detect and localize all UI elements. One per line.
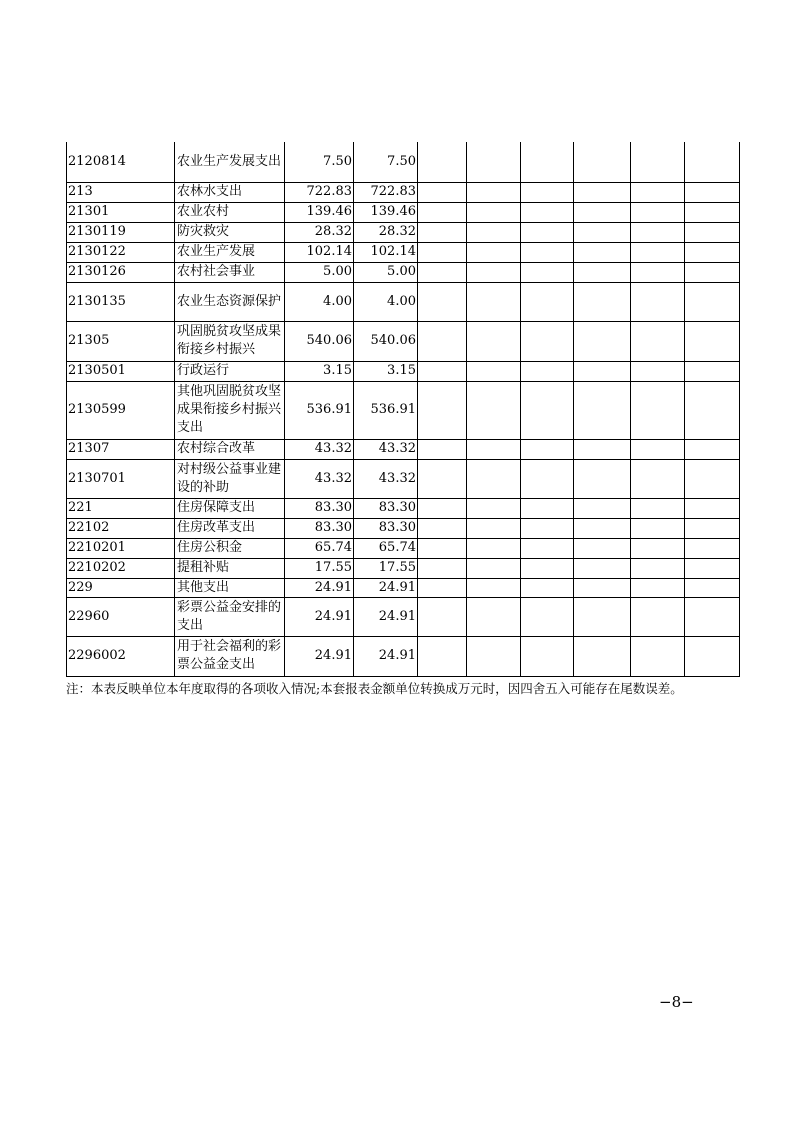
empty-cell [685, 558, 740, 578]
empty-cell [574, 578, 631, 597]
empty-cell [685, 498, 740, 518]
subtotal-cell: 43.32 [354, 439, 418, 459]
empty-cell [418, 242, 467, 262]
empty-cell [521, 439, 574, 459]
total-cell: 536.91 [285, 381, 354, 439]
table-row [67, 321, 740, 361]
empty-cell [631, 222, 685, 242]
empty-cell [574, 262, 631, 282]
empty-cell [467, 538, 521, 558]
empty-cell [467, 381, 521, 439]
empty-cell [467, 459, 521, 498]
name-cell: 提租补贴 [175, 558, 285, 578]
subtotal-cell: 28.32 [354, 222, 418, 242]
code-cell: 221 [67, 498, 175, 518]
empty-cell [574, 459, 631, 498]
subtotal-cell: 722.83 [354, 182, 418, 202]
subtotal-cell: 24.91 [354, 578, 418, 597]
total-cell: 7.50 [285, 142, 354, 182]
empty-cell [685, 597, 740, 636]
empty-cell [467, 282, 521, 321]
empty-cell [685, 538, 740, 558]
total-cell: 43.32 [285, 459, 354, 498]
empty-cell [521, 498, 574, 518]
code-cell: 2120814 [67, 142, 175, 182]
total-cell: 24.91 [285, 597, 354, 636]
empty-cell [685, 361, 740, 381]
total-cell: 5.00 [285, 262, 354, 282]
code-cell: 2130501 [67, 361, 175, 381]
subtotal-cell: 17.55 [354, 558, 418, 578]
empty-cell [521, 142, 574, 182]
empty-cell [631, 381, 685, 439]
table-row [67, 242, 740, 262]
total-cell: 17.55 [285, 558, 354, 578]
table-row [67, 578, 740, 597]
empty-cell [521, 518, 574, 538]
empty-cell [467, 558, 521, 578]
empty-cell [467, 142, 521, 182]
empty-cell [574, 597, 631, 636]
empty-cell [685, 459, 740, 498]
empty-cell [467, 262, 521, 282]
table-footnote: 注：本表反映单位本年度取得的各项收入情况;本套报表金额单位转换成万元时，因四舍五入可能存在尾数误差。 [66, 681, 683, 696]
empty-cell [631, 518, 685, 538]
subtotal-cell: 7.50 [354, 142, 418, 182]
empty-cell [521, 578, 574, 597]
subtotal-cell: 5.00 [354, 262, 418, 282]
empty-cell [631, 538, 685, 558]
subtotal-cell: 540.06 [354, 321, 418, 361]
empty-cell [418, 597, 467, 636]
empty-cell [418, 498, 467, 518]
empty-cell [467, 636, 521, 676]
code-cell: 2296002 [67, 636, 175, 676]
name-cell: 农业农村 [175, 202, 285, 222]
empty-cell [467, 597, 521, 636]
subtotal-cell: 3.15 [354, 361, 418, 381]
empty-cell [418, 518, 467, 538]
total-cell: 83.30 [285, 498, 354, 518]
name-cell: 彩票公益金安排的支出 [175, 597, 285, 636]
total-cell: 28.32 [285, 222, 354, 242]
empty-cell [467, 361, 521, 381]
empty-cell [418, 538, 467, 558]
name-cell: 农业生产发展支出 [175, 142, 285, 182]
empty-cell [574, 538, 631, 558]
name-cell: 住房公积金 [175, 538, 285, 558]
empty-cell [521, 321, 574, 361]
empty-cell [521, 538, 574, 558]
empty-cell [631, 459, 685, 498]
name-cell: 住房保障支出 [175, 498, 285, 518]
table-row [67, 597, 740, 636]
name-cell: 其他支出 [175, 578, 285, 597]
empty-cell [631, 321, 685, 361]
table-row [67, 262, 740, 282]
name-cell: 用于社会福利的彩票公益金支出 [175, 636, 285, 676]
code-cell: 2130122 [67, 242, 175, 262]
code-cell: 229 [67, 578, 175, 597]
empty-cell [521, 558, 574, 578]
empty-cell [631, 262, 685, 282]
name-cell: 巩固脱贫攻坚成果衔接乡村振兴 [175, 321, 285, 361]
empty-cell [418, 182, 467, 202]
empty-cell [574, 142, 631, 182]
empty-cell [631, 578, 685, 597]
empty-cell [418, 381, 467, 439]
code-cell: 2130135 [67, 282, 175, 321]
empty-cell [685, 222, 740, 242]
table-row [67, 282, 740, 321]
empty-cell [467, 439, 521, 459]
empty-cell [521, 459, 574, 498]
empty-cell [418, 636, 467, 676]
total-cell: 43.32 [285, 439, 354, 459]
empty-cell [685, 262, 740, 282]
table-row [67, 439, 740, 459]
empty-cell [418, 558, 467, 578]
table-row [67, 636, 740, 676]
empty-cell [631, 597, 685, 636]
empty-cell [574, 518, 631, 538]
name-cell: 防灾救灾 [175, 222, 285, 242]
empty-cell [631, 182, 685, 202]
empty-cell [685, 242, 740, 262]
empty-cell [631, 498, 685, 518]
total-cell: 24.91 [285, 578, 354, 597]
empty-cell [685, 439, 740, 459]
empty-cell [574, 498, 631, 518]
table-row [67, 222, 740, 242]
subtotal-cell: 139.46 [354, 202, 418, 222]
subtotal-cell: 65.74 [354, 538, 418, 558]
code-cell: 213 [67, 182, 175, 202]
subtotal-cell: 83.30 [354, 518, 418, 538]
subtotal-cell: 24.91 [354, 597, 418, 636]
empty-cell [467, 222, 521, 242]
total-cell: 4.00 [285, 282, 354, 321]
total-cell: 139.46 [285, 202, 354, 222]
empty-cell [685, 282, 740, 321]
subtotal-cell: 4.00 [354, 282, 418, 321]
page-number: −8− [659, 993, 694, 1011]
empty-cell [521, 282, 574, 321]
empty-cell [574, 361, 631, 381]
empty-cell [467, 578, 521, 597]
table-row [67, 538, 740, 558]
empty-cell [574, 439, 631, 459]
table-body [67, 142, 740, 676]
empty-cell [631, 242, 685, 262]
subtotal-cell: 83.30 [354, 498, 418, 518]
total-cell: 83.30 [285, 518, 354, 538]
subtotal-cell: 43.32 [354, 459, 418, 498]
empty-cell [418, 222, 467, 242]
empty-cell [685, 202, 740, 222]
table-row [67, 182, 740, 202]
name-cell: 农村综合改革 [175, 439, 285, 459]
table-row [67, 142, 740, 182]
empty-cell [631, 439, 685, 459]
name-cell: 其他巩固脱贫攻坚成果衔接乡村振兴支出 [175, 381, 285, 439]
empty-cell [574, 202, 631, 222]
empty-cell [574, 182, 631, 202]
code-cell: 2210202 [67, 558, 175, 578]
empty-cell [521, 597, 574, 636]
code-cell: 21305 [67, 321, 175, 361]
empty-cell [467, 242, 521, 262]
total-cell: 102.14 [285, 242, 354, 262]
empty-cell [574, 381, 631, 439]
income-table [66, 142, 740, 677]
empty-cell [574, 558, 631, 578]
empty-cell [574, 636, 631, 676]
code-cell: 21307 [67, 439, 175, 459]
empty-cell [631, 636, 685, 676]
name-cell: 对村级公益事业建设的补助 [175, 459, 285, 498]
total-cell: 24.91 [285, 636, 354, 676]
name-cell: 行政运行 [175, 361, 285, 381]
code-cell: 2130701 [67, 459, 175, 498]
total-cell: 540.06 [285, 321, 354, 361]
empty-cell [685, 518, 740, 538]
empty-cell [685, 142, 740, 182]
empty-cell [467, 518, 521, 538]
empty-cell [521, 381, 574, 439]
empty-cell [521, 242, 574, 262]
total-cell: 722.83 [285, 182, 354, 202]
empty-cell [418, 459, 467, 498]
subtotal-cell: 102.14 [354, 242, 418, 262]
empty-cell [467, 202, 521, 222]
code-cell: 2130119 [67, 222, 175, 242]
empty-cell [631, 282, 685, 321]
empty-cell [418, 439, 467, 459]
table-row [67, 459, 740, 498]
empty-cell [574, 282, 631, 321]
name-cell: 农林水支出 [175, 182, 285, 202]
empty-cell [631, 361, 685, 381]
code-cell: 21301 [67, 202, 175, 222]
table-row [67, 558, 740, 578]
empty-cell [418, 262, 467, 282]
empty-cell [631, 558, 685, 578]
empty-cell [631, 142, 685, 182]
empty-cell [574, 242, 631, 262]
subtotal-cell: 24.91 [354, 636, 418, 676]
name-cell: 住房改革支出 [175, 518, 285, 538]
empty-cell [685, 182, 740, 202]
empty-cell [685, 578, 740, 597]
name-cell: 农村社会事业 [175, 262, 285, 282]
empty-cell [521, 262, 574, 282]
total-cell: 65.74 [285, 538, 354, 558]
empty-cell [685, 636, 740, 676]
empty-cell [467, 498, 521, 518]
table-row [67, 381, 740, 439]
code-cell: 2210201 [67, 538, 175, 558]
total-cell: 3.15 [285, 361, 354, 381]
empty-cell [521, 636, 574, 676]
empty-cell [418, 202, 467, 222]
code-cell: 22102 [67, 518, 175, 538]
empty-cell [631, 202, 685, 222]
empty-cell [418, 321, 467, 361]
empty-cell [521, 182, 574, 202]
code-cell: 22960 [67, 597, 175, 636]
empty-cell [521, 361, 574, 381]
table-row [67, 361, 740, 381]
empty-cell [521, 202, 574, 222]
name-cell: 农业生产发展 [175, 242, 285, 262]
empty-cell [467, 182, 521, 202]
empty-cell [521, 222, 574, 242]
subtotal-cell: 536.91 [354, 381, 418, 439]
empty-cell [574, 222, 631, 242]
empty-cell [574, 321, 631, 361]
empty-cell [418, 578, 467, 597]
empty-cell [467, 321, 521, 361]
name-cell: 农业生态资源保护 [175, 282, 285, 321]
empty-cell [418, 142, 467, 182]
table-row [67, 202, 740, 222]
empty-cell [685, 321, 740, 361]
empty-cell [418, 361, 467, 381]
table-row [67, 498, 740, 518]
empty-cell [685, 381, 740, 439]
code-cell: 2130126 [67, 262, 175, 282]
empty-cell [418, 282, 467, 321]
table-row [67, 518, 740, 538]
code-cell: 2130599 [67, 381, 175, 439]
